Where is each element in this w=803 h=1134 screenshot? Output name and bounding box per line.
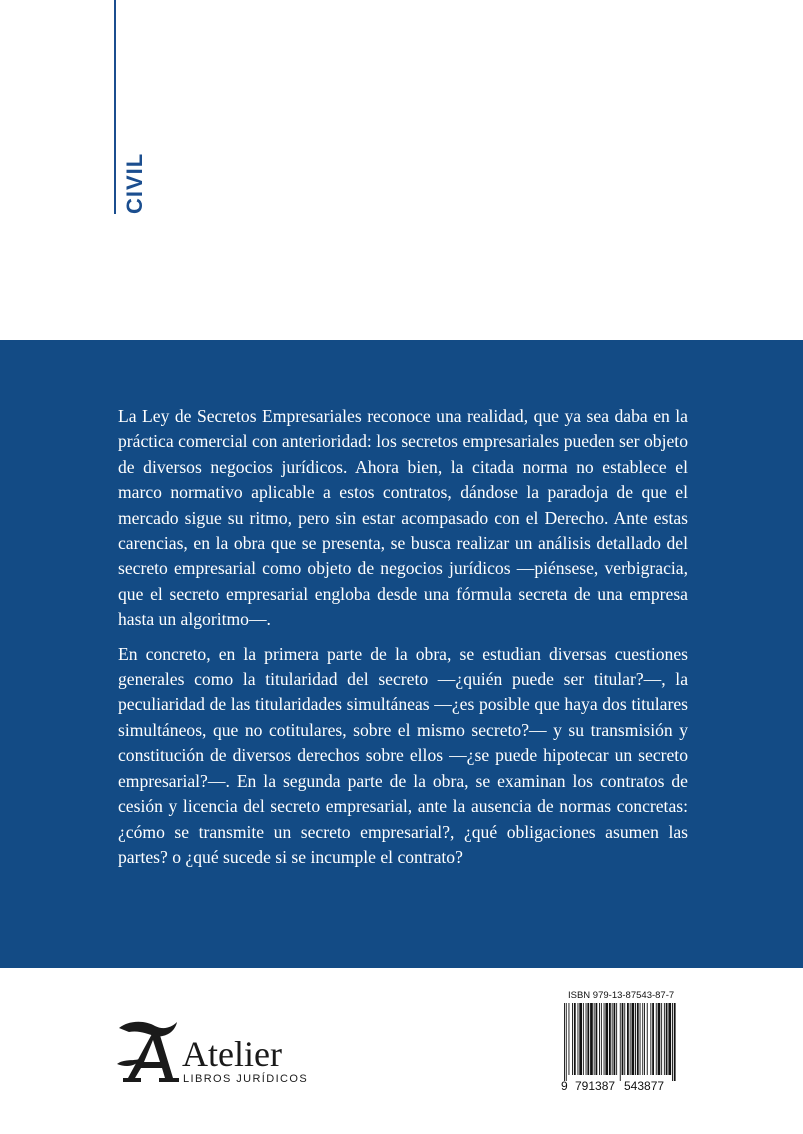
barcode-digits-right: 543877 xyxy=(624,1079,665,1093)
description-text xyxy=(118,404,688,870)
publisher-name: Atelier xyxy=(182,1034,282,1074)
description-paragraph-2: En concreto, en la primera parte de la obra, se estudian diversas cuestiones generales como la titularidad del secreto —¿quién puede ser titular?—, la peculiaridad de las titularidades simultáneas —¿es posible que haya dos titulares simultáneos, que no cotitulares, sobre el mismo secreto?— y su transmisión y constitución de diversos derechos sobre ellos —¿se puede hipotecar un secreto empresarial?—. En la segunda parte de la obra, se examinan los contratos de cesión y licencia del secreto empresarial, ante la ausencia de normas concretas: ¿cómo se transmite un secreto empresarial?, ¿qué obligaciones asumen las partes? o ¿qué sucede si se incumple el contrato? xyxy=(118,643,688,867)
publisher-subtitle: LIBROS JURÍDICOS xyxy=(183,1073,309,1085)
isbn-text: ISBN 979-13-87543-87-7 xyxy=(568,990,675,1001)
top-white-area xyxy=(0,0,803,340)
barcode-digit-first: 9 xyxy=(561,1079,568,1093)
description-paragraph-1: La Ley de Secretos Empresariales reconoce una realidad, que ya sea daba en la práctica comercial con anterioridad: los secretos empresariales pueden ser objeto de diversos negocios jurídicos. Ahora bien, la citada norma no establece el marco normativo aplicable a estos contratos, dándose la paradoja de que el mercado sigue su ritmo, pero sin estar acompasado con el Derecho. Ante estas carencias, en la obra que se presenta, se busca realizar un análisis detallado del secreto empresarial como objeto de negocios jurídicos —piénsese, verbigracia, que el secreto empresarial engloba desde una fórmula secreta de una empresa hasta un algoritmo—. xyxy=(118,406,688,630)
vertical-rule xyxy=(114,0,116,214)
series-label: CIVIL xyxy=(122,152,147,214)
atelier-logo-icon xyxy=(115,1018,185,1088)
barcode-digits-left: 791387 xyxy=(575,1079,616,1093)
barcode xyxy=(560,1003,678,1081)
